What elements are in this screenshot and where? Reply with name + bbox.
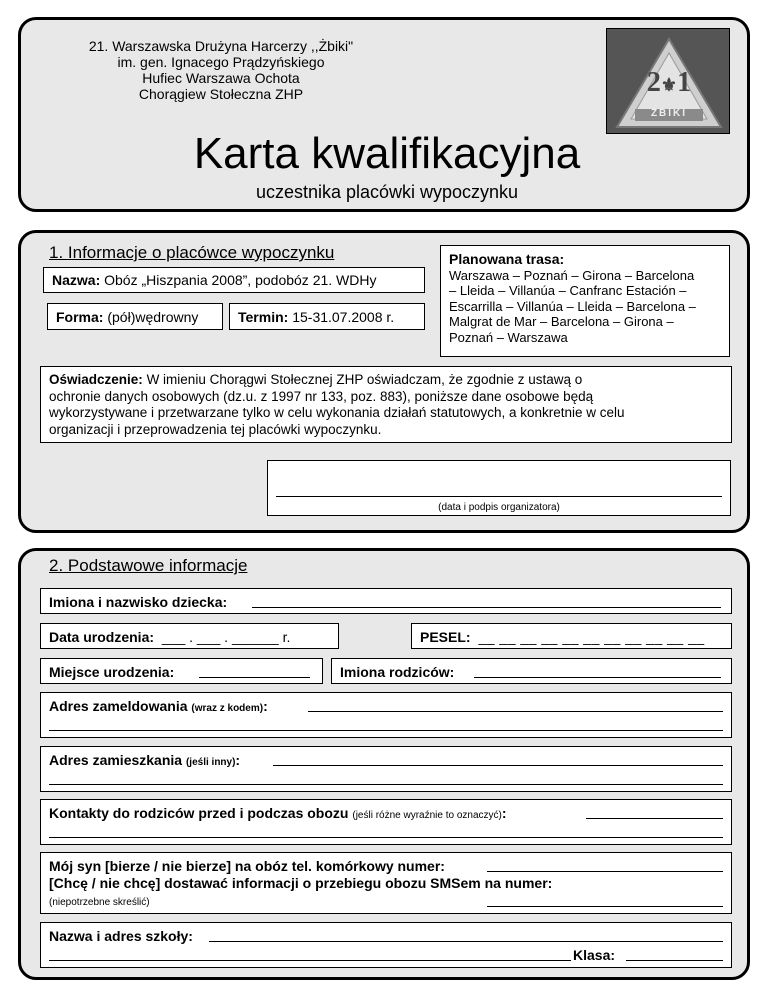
birth-place-label: Miejsce urodzenia: [49,664,175,680]
class-label: Klasa: [573,947,616,963]
signature-line [276,496,722,497]
section-1-heading: 1. Informacje o placówce wypoczynku [49,243,335,262]
termin-value: 15-31.07.2008 r. [292,309,395,325]
child-name-line [252,607,721,608]
forma-value: (pół)wędrowny [107,309,199,325]
header-panel [18,17,750,212]
phone-line-label: Mój syn [bierze / nie bierze] na obóz tel. komórkowy numer: [49,858,445,874]
residence-address-field[interactable]: Adres zamieszkania (jeśli inny): [40,746,732,792]
birth-date-field[interactable] [40,623,339,649]
oswiadczenie-text: W imieniu Chorągwi Stołecznej ZHP oświadczam, że zgodnie z ustawą o [146,372,583,387]
trasa-line: – Lleida – Villanúa – Canfranc Estación – [449,283,687,298]
parents-contacts-note: (jeśli różne wyraźnie to oznaczyć) [352,810,502,821]
parents-contacts-line [586,818,723,819]
birth-date-label: Data urodzenia: [49,629,155,645]
oswiadczenie-box [40,366,732,443]
nazwa-value: Obóz „Hiszpania 2008”, podobóz 21. WDHy [104,272,377,288]
org-line: 21. Warszawska Drużyna Harcerzy ,,Żbiki" [88,38,354,54]
termin-label: Termin: [238,309,289,325]
parents-names-line [474,677,721,678]
parents-contacts-line [49,837,723,838]
trasa-line: Warszawa – Poznań – Girona – Barcelona [449,267,695,283]
pesel-pattern: __ __ __ __ __ __ __ __ __ __ __ [478,629,705,645]
org-line: Chorągiew Stołeczna ZHP [138,86,304,102]
school-line [49,960,571,961]
oswiadczenie-text: organizacji i przeprowadzenia tej placówki wypoczynku. [49,421,382,437]
school-field[interactable] [40,922,732,968]
pesel-label: PESEL: [420,629,471,645]
parents-names-field[interactable] [331,658,732,684]
forma-box [47,303,223,330]
registered-address-line [49,730,723,731]
phone-number-line [487,871,723,872]
trasa-box [440,245,730,357]
signature-box[interactable] [267,460,731,516]
trasa-line: Poznań – Warszawa [449,329,568,345]
section-1-panel [18,230,750,533]
oswiadczenie-text: wykorzystywane i przetwarzane tylko w celu wykonania działań statutowych, a konkretnie w celu [49,405,625,420]
trasa-line: Escarrilla – Villanúa – Lleida – Barcelona – [449,298,696,314]
nazwa-box [43,267,425,293]
residence-address-note: (jeśli inny) [185,757,236,768]
logo: 2⚜1 ŻBIKI [606,28,730,134]
registered-address-line [308,711,723,712]
registered-address-note: (wraz z kodem) [191,703,264,714]
birth-date-pattern: ___ . ___ . ______ r. [161,629,291,645]
page-subtitle: uczestnika placówki wypoczynku [255,182,519,202]
logo-text: ŻBIKI [650,108,688,119]
forma-label: Forma: [56,309,104,325]
child-name-field[interactable] [40,588,732,614]
registered-address-label: Adres zameldowania [49,698,188,714]
signature-caption: (data i podpis organizatora) [438,502,560,513]
trasa-label: Planowana trasa: [449,251,565,267]
residence-address-label: Adres zamieszkania [49,752,183,768]
termin-box [229,303,425,330]
phone-sms-field[interactable] [40,852,732,914]
sms-number-line [487,906,723,907]
logo-number: 1 [677,67,692,98]
residence-address-line [273,765,723,766]
organization-info [21,38,421,102]
parents-names-label: Imiona rodziców: [340,664,455,680]
registered-address-field[interactable]: Adres zameldowania (wraz z kodem): [40,692,732,738]
oswiadczenie-text: ochronie danych osobowych (dz.u. z 1997 nr 133, poz. 883), poniższe dane osobowe będą [49,388,594,404]
sms-line-label: [Chcę / nie chcę] dostawać informacji o przebiegu obozu SMSem na numer: [49,875,553,891]
nazwa-label: Nazwa: [52,272,101,288]
residence-address-line [49,784,723,785]
page-title: Karta kwalifikacyjna [193,129,581,178]
oswiadczenie-label: Oświadczenie: [49,372,143,387]
org-line: im. gen. Ignacego Prądzyńskiego [117,54,325,70]
section-2-panel [18,548,750,980]
parents-contacts-field[interactable]: Kontakty do rodziców przed i podczas obozu (jeśli różne wyraźnie to oznaczyć): [40,799,732,845]
school-line [209,941,723,942]
birth-place-line [199,677,310,678]
org-line: Hufiec Warszawa Ochota [142,70,300,86]
pesel-field[interactable] [411,623,732,649]
class-line [626,960,723,961]
birth-place-field[interactable] [40,658,323,684]
trasa-line: Malgrat de Mar – Barcelona – Girona – [449,314,674,329]
child-name-label: Imiona i nazwisko dziecka: [49,594,228,610]
logo-number: 2 [646,67,661,98]
school-label: Nazwa i adres szkoły: [49,928,193,944]
parents-contacts-label: Kontakty do rodziców przed i podczas obozu [49,805,349,821]
section-2-heading: 2. Podstawowe informacje [49,556,248,575]
phone-note: (niepotrzebne skreślić) [49,897,150,908]
